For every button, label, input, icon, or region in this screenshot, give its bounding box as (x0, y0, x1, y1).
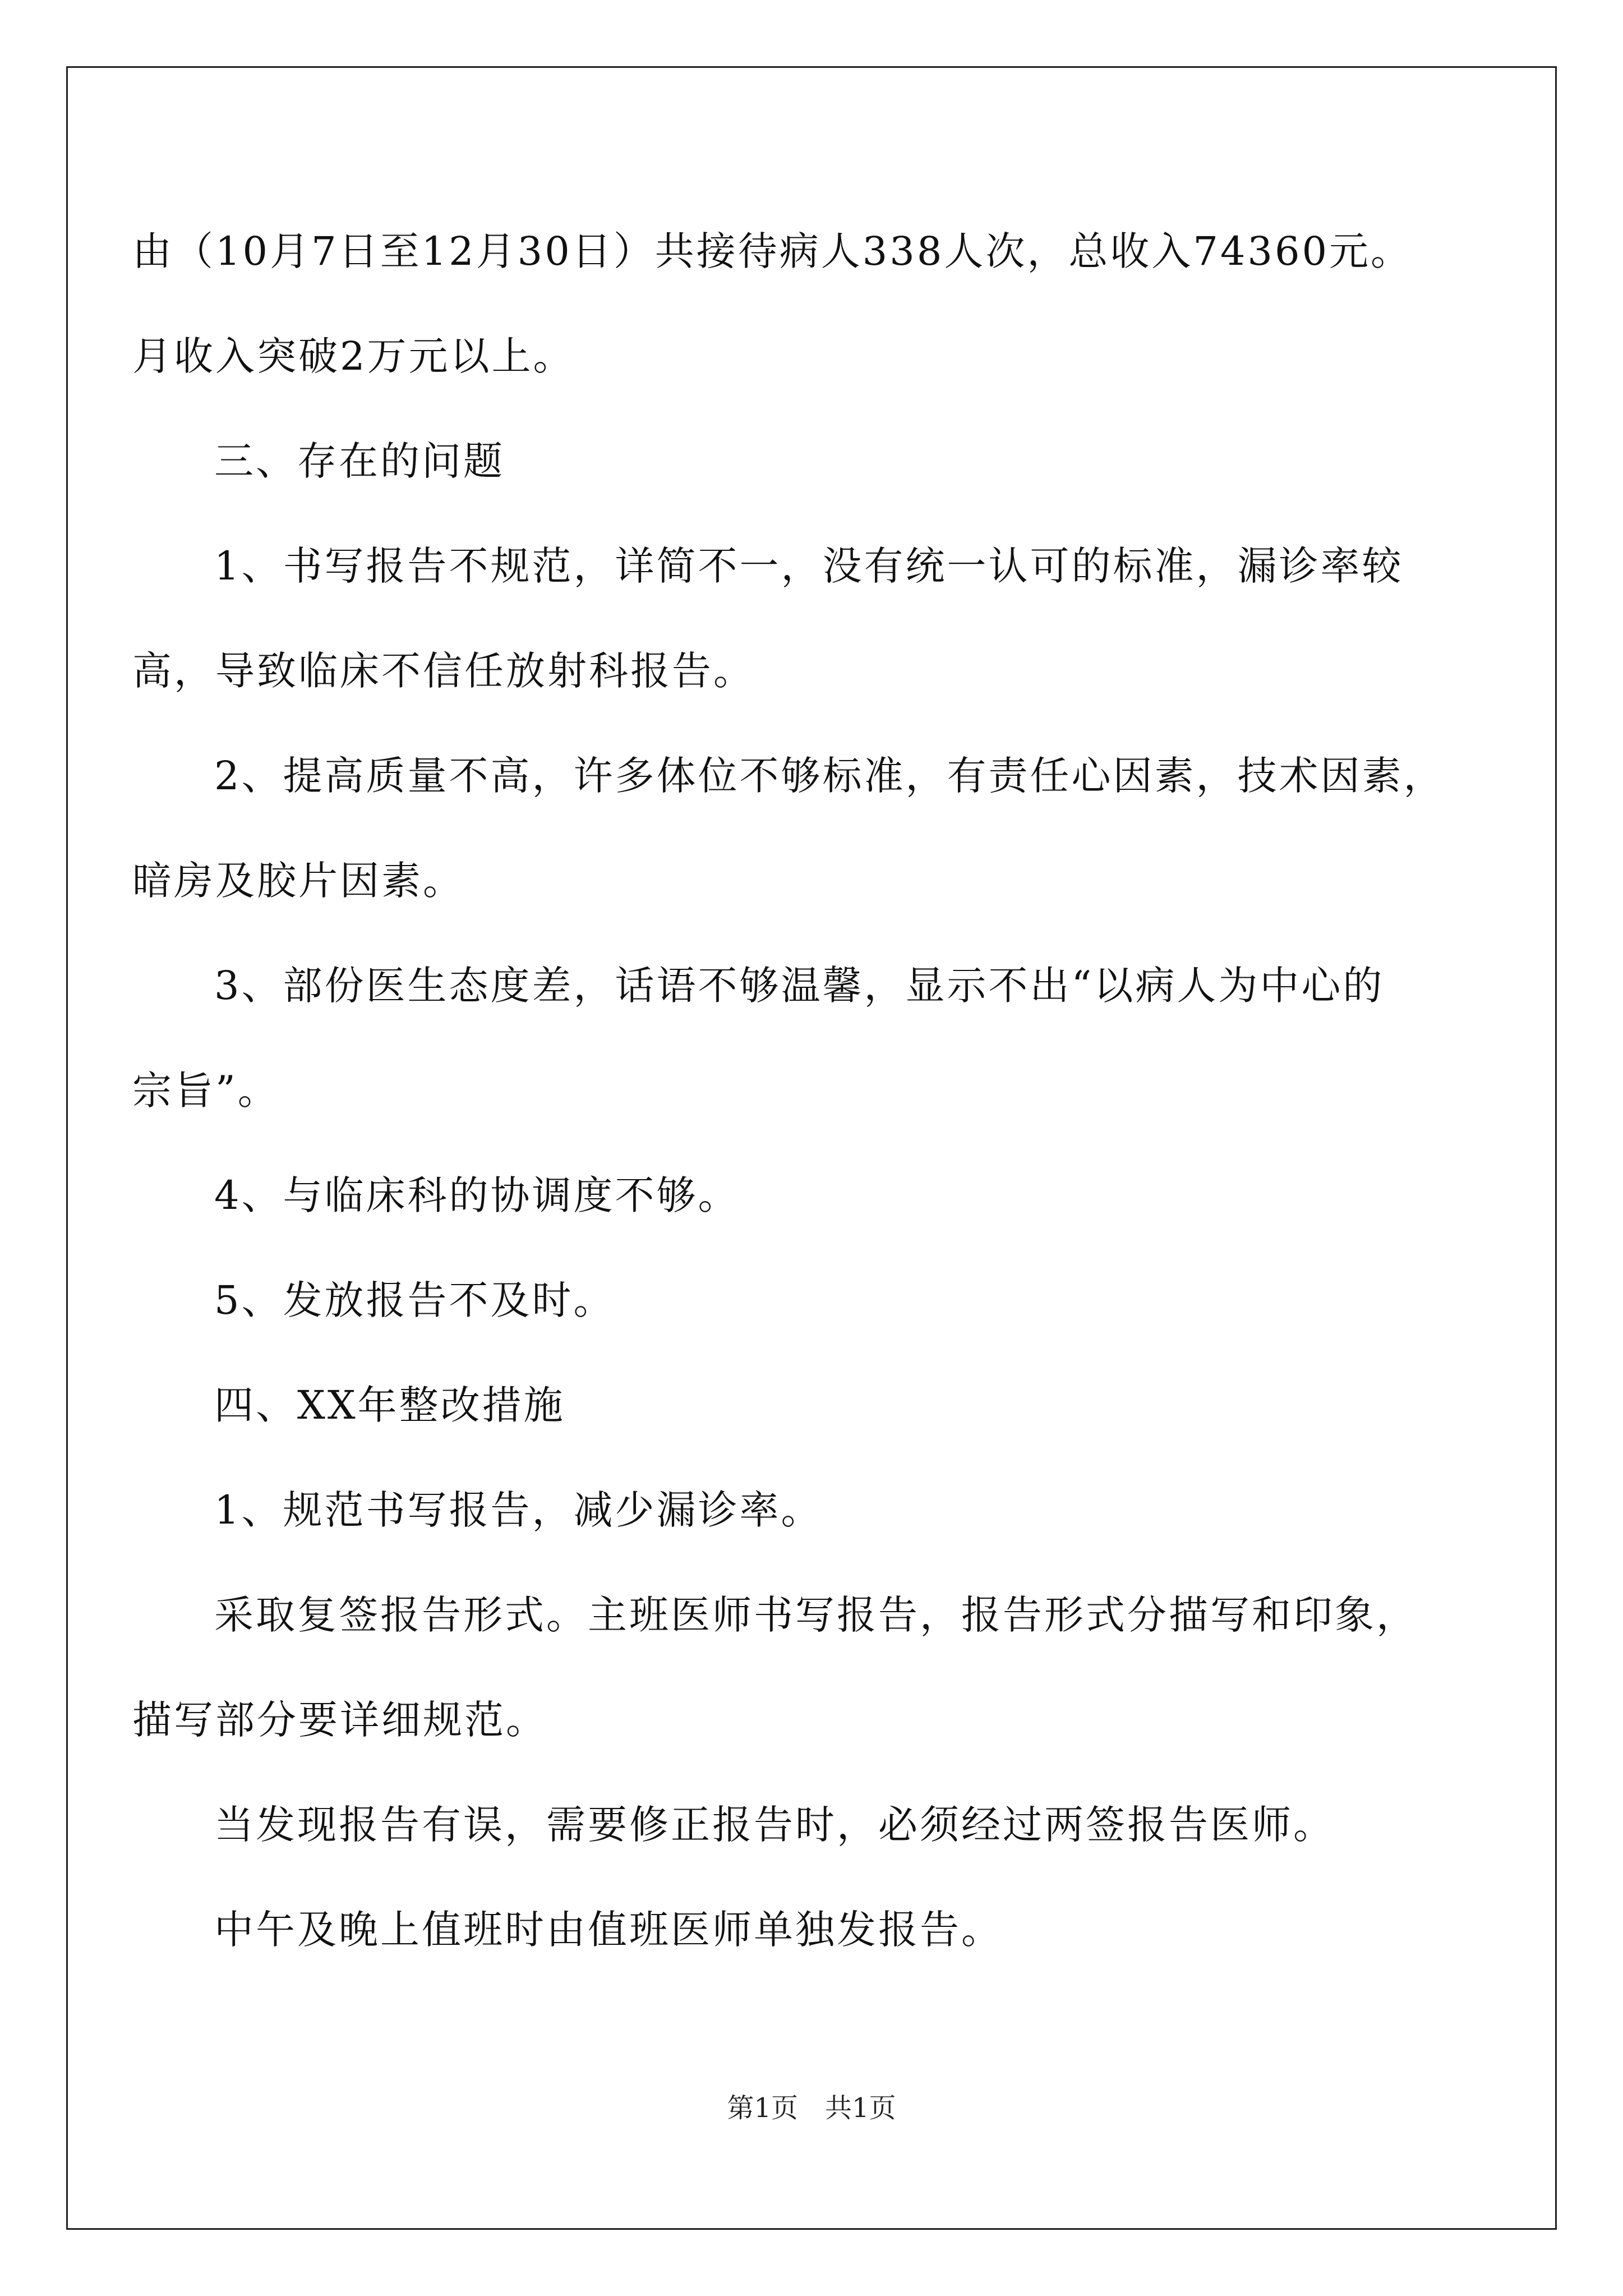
paragraph-line: 高，导致临床不信任放射科报告。 (132, 648, 755, 694)
paragraph-line: 中午及晚上值班时由值班医师单独发报告。 (214, 1907, 1003, 1953)
paragraph-line: 描写部分要详细规范。 (132, 1697, 547, 1743)
paragraph-line: 4、与临床科的协调度不够。 (214, 1172, 740, 1218)
paragraph-line: 1、规范书写报告，减少漏诊率。 (214, 1487, 823, 1533)
paragraph-line: 宗旨”。 (132, 1068, 279, 1114)
section-heading: 四、XX年整改措施 (214, 1382, 565, 1428)
paragraph-line: 月收入突破2万元以上。 (132, 333, 575, 379)
paragraph-line: 采取复签报告形式。主班医师书写报告，报告形式分描写和印象， (214, 1592, 1418, 1638)
paragraph-line: 暗房及胶片因素。 (132, 858, 464, 904)
paragraph-line: 当发现报告有误，需要修正报告时，必须经过两签报告医师。 (214, 1802, 1335, 1848)
section-heading: 三、存在的问题 (214, 438, 505, 484)
paragraph-line: 3、部份医生态度差，话语不够温馨，显示不出“以病人为中心的 (214, 963, 1385, 1009)
paragraph-line: 由（10月7日至12月30日）共接待病人338人次，总收入74360元。 (132, 228, 1413, 274)
paragraph-line: 5、发放报告不及时。 (214, 1277, 615, 1323)
paragraph-line: 1、书写报告不规范，详简不一，没有统一认可的标准，漏诊率较 (214, 543, 1404, 589)
paragraph-line: 2、提高质量不高，许多体位不够标准，有责任心因素，技术因素， (214, 753, 1445, 799)
page-footer: 第1页 共1页 (727, 2092, 896, 2124)
